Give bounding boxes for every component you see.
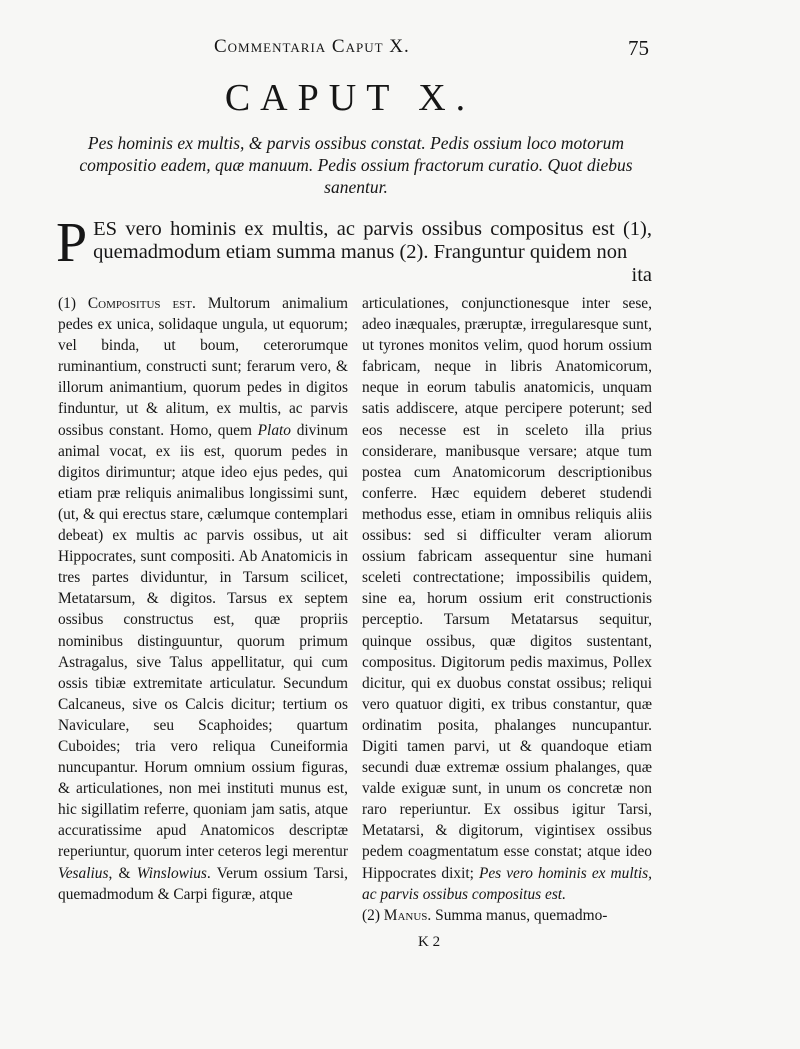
page-number: 75	[628, 36, 649, 60]
catchword: ita	[631, 264, 652, 286]
right-column	[362, 293, 652, 926]
footnote-1-text-e: articulationes, conjunctionesque inter sese, adeo inæquales, præruptæ, irregularesque sunt, ut tyrones monitos velim, quod horum ossium fabricam, neque in libris Anatomicorum, neque in eorum tabulis anatomicis, unquam satis addiscere, atque percipere poterunt; sed eos necesse est in sceleto illa prius considerare, manibusque versare; atque tum postea cum Anatomicorum descriptionibus conferre. Hæc equidem deberet studendi methodus esse, etiam in omnibus reliquis aliis ossibus: sed si difficulter veram aliorum ossium fabricam assequentur sine humani sceleti contrectatione; impossibilis quidem, sine ea, horum ossium erit constructionis perceptio. Tarsum Metatarsus sequitur, quinque ossibus, quæ digitos sustentant, compositus. Digitorum pedis maximus, Pollex dicitur, qui ex duobus constat ossibus; reliqui vero quatuor digiti, ex tribus constantur, quæ ordinatim posita, phalanges nuncupantur. Digiti tamen parvi, ut & quandoque etiam secundi duæ extremæ ossium phalanges, quæ valde exiguæ sunt, in unum os concretæ non raro reperiuntur. Ex ossibus igitur Tarsi, Metatarsi, & digitorum, vigintisex ossibus pedem coagmentatum esse constat; atque ideo Hippocrates dixit;	[362, 295, 652, 882]
name-vesalius: Vesalius	[58, 864, 109, 882]
intro-text: ES vero hominis ex multis, ac parvis ossibus compositus est (1), quemadmodum etiam summa manus (2). Franguntur quidem non	[93, 218, 652, 263]
drop-cap: P	[56, 212, 88, 274]
footnote-1	[58, 293, 348, 905]
footnote-1-text-b: divinum animal vocat, ex iis est, quorum pedes in digitos dirimuntur; atque ideo ejus pedes, qui etiam præ reliquis animalibus longissimi sunt, (ut, & qui erectus stare, cælumque contemplari debeat) ex multis ac parvis ossibus, ut ait Hippocrates, sunt compositi. Ab Anatomicis in tres partes dividuntur, in Tarsum scilicet, Metatarsum, & digitos. Tarsus ex septem ossibus constructus est, quæ propriis nominibus distinguuntur, quorum primum Astragalus, sive Talus appellitatur, qui cum ossis tibiæ extremitate articulatur. Secundum Calcaneus, sive os Calcis dicitur; tertium os Naviculare, seu Scaphoides; quartum Cuboides; tria vero reliqua Cuneiformia nuncupantur. Horum omnium ossium figuras, & articulationes, non mei instituti munus est, hic sigillatim referre, quoniam jam satis, atque accuratissime apud Anatomicos descriptæ reperiuntur, quorum inter ceteros legi merentur	[58, 421, 348, 861]
footnote-1-text-c: , &	[108, 864, 131, 882]
footnote-1-text-a: Multorum animalium pedes ex unica, solidaque ungula, ut equorum; vel binda, ut boum, ceterorumque ruminantium, constructi sunt; ferarum vero, & illorum animantium, quorum pedes in digitos finduntur, ut & alitum, ex multis, ac parvis ossibus constant. Homo, quem	[58, 295, 348, 439]
page-header	[0, 36, 800, 66]
footnote-2-text: Summa manus, quemadmo-	[435, 906, 608, 924]
chapter-summary: Pes hominis ex multis, & parvis ossibus constat. Pedis ossium loco motorum compositio eadem, quæ manuum. Pedis ossium fractorum curatio. Quot diebus sanentur.	[79, 133, 633, 197]
footnote-1-label: (1) Compositus est.	[58, 295, 196, 312]
running-head: Commentaria Caput X.	[214, 36, 410, 57]
signature-mark: K 2	[418, 934, 441, 950]
name-winslow: Winslowius	[136, 864, 207, 882]
name-plato: Plato	[257, 421, 292, 439]
hippocrates-quote: Pes vero hominis ex multis, ac parvis ossibus compositus est.	[362, 864, 652, 903]
footnote-1-continued	[362, 293, 652, 905]
intro-paragraph	[56, 212, 652, 287]
footnote-1-text-d: . Verum ossium Tarsi, quemadmodum & Carpi figuræ, atque	[58, 864, 348, 903]
chapter-title: CAPUT X.	[224, 77, 476, 119]
footnote-2-label: (2) Manus.	[362, 906, 432, 924]
footnote-2	[362, 905, 652, 926]
left-column	[58, 293, 348, 905]
